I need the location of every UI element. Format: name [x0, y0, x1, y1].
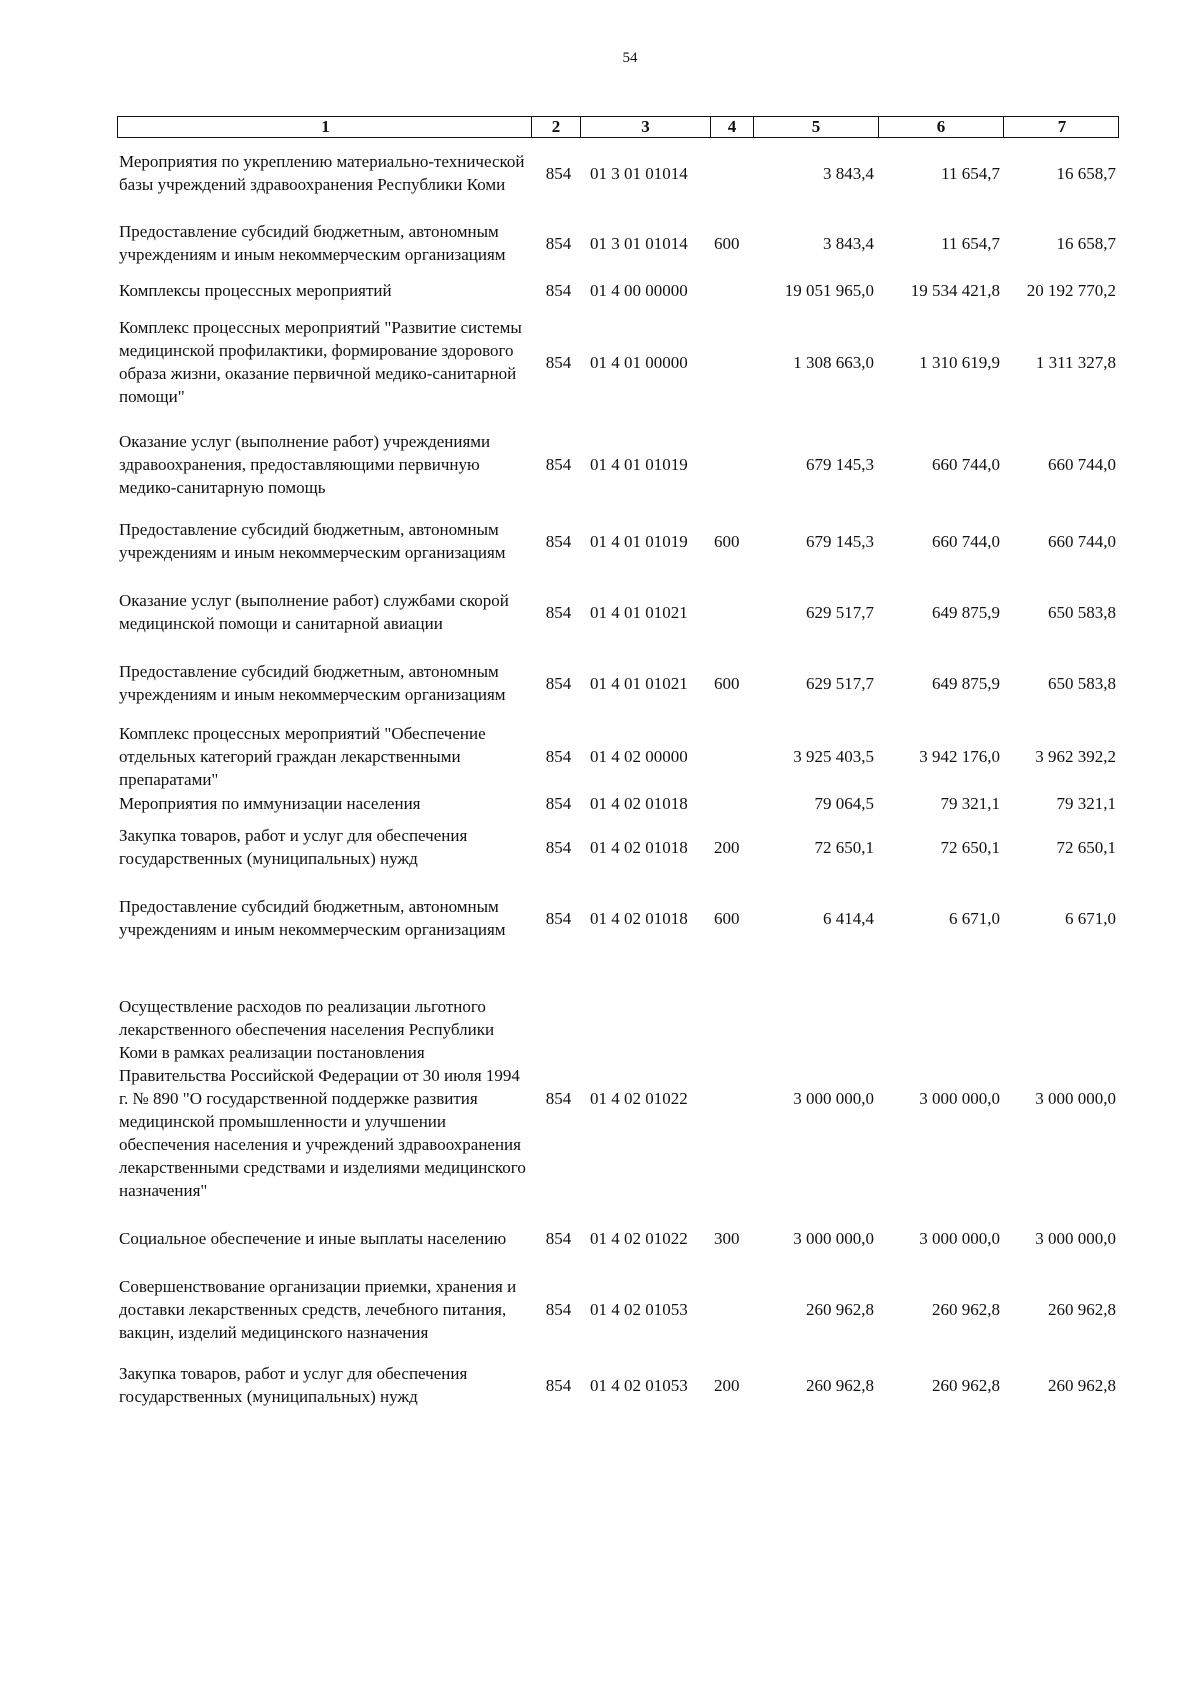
table-row	[117, 878, 1119, 958]
row-year2: 3 000 000,0	[919, 1228, 1000, 1248]
row-year3: 650 583,8	[1048, 602, 1116, 622]
row-year2: 72 650,1	[940, 837, 1000, 857]
row-vr: 300	[714, 1228, 740, 1248]
row-name: Мероприятия по укреплению материально-технической базы учреждений здравоохранения Республики Коми	[119, 152, 525, 194]
row-gr: 854	[545, 1088, 572, 1108]
row-year3: 79 321,1	[1056, 793, 1116, 813]
table-row	[117, 816, 1119, 878]
row-csr: 01 4 02 01018	[590, 837, 688, 857]
row-year1: 6 414,4	[823, 908, 874, 928]
row-gr: 854	[545, 353, 572, 372]
row-vr: 600	[714, 908, 740, 928]
row-year2: 3 942 176,0	[919, 746, 1000, 766]
row-csr: 01 4 01 01021	[590, 602, 688, 622]
row-vr: 600	[714, 233, 740, 253]
row-gr: 854	[545, 673, 572, 693]
header-col-2: 2	[532, 117, 581, 137]
row-gr: 854	[545, 1228, 572, 1248]
row-gr: 854	[545, 1375, 572, 1395]
row-vr: 600	[714, 531, 740, 551]
row-year1: 679 145,3	[806, 454, 874, 474]
row-year3: 260 962,8	[1048, 1299, 1116, 1319]
page-number: 54	[622, 50, 638, 66]
row-year2: 1 310 619,9	[919, 353, 1000, 372]
header-col-1: 1	[118, 117, 532, 137]
header-col-3: 3	[581, 117, 711, 137]
table-row	[117, 580, 1119, 644]
table-row	[117, 958, 1119, 1214]
row-gr: 854	[545, 454, 572, 474]
row-csr: 01 4 02 01018	[590, 793, 688, 813]
row-year1: 679 145,3	[806, 531, 874, 551]
row-csr: 01 4 01 01019	[590, 531, 688, 551]
table-header	[117, 116, 1119, 138]
row-year3: 660 744,0	[1048, 531, 1116, 551]
row-year3: 6 671,0	[1065, 908, 1116, 928]
row-year2: 649 875,9	[932, 602, 1000, 622]
table-row	[117, 790, 1119, 816]
row-name: Предоставление субсидий бюджетным, автономным учреждениям и иным некоммерческим организациям	[119, 520, 506, 562]
row-year1: 629 517,7	[806, 673, 874, 693]
row-year3: 20 192 770,2	[1026, 280, 1116, 300]
row-year3: 260 962,8	[1048, 1375, 1116, 1395]
row-year1: 1 308 663,0	[793, 353, 874, 372]
row-csr: 01 4 01 01021	[590, 673, 688, 693]
row-csr: 01 4 02 01053	[590, 1375, 688, 1395]
row-year3: 660 744,0	[1048, 454, 1116, 474]
header-col-6: 6	[879, 117, 1004, 137]
row-year3: 1 311 327,8	[1035, 353, 1116, 372]
row-name: Закупка товаров, работ и услуг для обеспечения государственных (муниципальных) нужд	[119, 1364, 468, 1406]
row-csr: 01 4 02 00000	[590, 746, 688, 766]
budget-table	[117, 116, 1119, 1414]
row-year1: 3 843,4	[823, 233, 874, 253]
row-year3: 16 658,7	[1056, 233, 1116, 253]
row-csr: 01 4 02 01022	[590, 1228, 688, 1248]
row-name: Закупка товаров, работ и услуг для обеспечения государственных (муниципальных) нужд	[119, 826, 468, 868]
row-csr: 01 4 02 01018	[590, 908, 688, 928]
row-vr: 200	[714, 1375, 740, 1395]
row-year1: 19 051 965,0	[784, 280, 874, 300]
row-year1: 260 962,8	[806, 1299, 874, 1319]
row-year1: 79 064,5	[814, 793, 874, 813]
row-year3: 72 650,1	[1056, 837, 1116, 857]
row-csr: 01 3 01 01014	[590, 163, 688, 183]
row-gr: 854	[545, 531, 572, 551]
row-name: Комплекс процессных мероприятий "Развитие системы медицинской профилактики, формирование здорового образа жизни, оказание первичной медико-санитарной помощи"	[119, 318, 522, 406]
row-name: Оказание услуг (выполнение работ) службами скорой медицинской помощи и санитарной авиации	[119, 591, 509, 633]
table-row	[117, 278, 1119, 302]
row-year2: 11 654,7	[941, 233, 1000, 253]
header-col-7: 7	[1057, 117, 1067, 136]
row-year1: 3 843,4	[823, 163, 874, 183]
row-year3: 3 000 000,0	[1035, 1088, 1116, 1108]
table-row	[117, 644, 1119, 722]
row-name: Предоставление субсидий бюджетным, автономным учреждениям и иным некоммерческим организациям	[119, 897, 506, 939]
table-row	[117, 302, 1119, 414]
row-year3: 3 962 392,2	[1035, 746, 1116, 766]
table-row	[117, 1214, 1119, 1262]
row-csr: 01 4 02 01022	[590, 1088, 688, 1108]
row-year1: 72 650,1	[814, 837, 874, 857]
table-row	[117, 722, 1119, 790]
row-vr: 600	[714, 673, 740, 693]
row-csr: 01 4 00 00000	[590, 280, 688, 300]
row-gr: 854	[545, 163, 572, 183]
row-year2: 11 654,7	[941, 163, 1000, 183]
row-gr: 854	[545, 746, 572, 766]
header-col-4: 4	[711, 117, 754, 137]
row-year2: 660 744,0	[932, 531, 1000, 551]
row-year2: 79 321,1	[940, 793, 1000, 813]
row-year1: 3 000 000,0	[793, 1228, 874, 1248]
row-gr: 854	[545, 233, 572, 253]
row-year2: 649 875,9	[932, 673, 1000, 693]
table-row	[117, 138, 1119, 208]
row-year1: 629 517,7	[806, 602, 874, 622]
row-year3: 3 000 000,0	[1035, 1228, 1116, 1248]
row-name: Оказание услуг (выполнение работ) учреждениями здравоохранения, предоставляющими первичную медико-санитарную помощь	[119, 431, 491, 497]
row-name: Мероприятия по иммунизации населения	[119, 793, 421, 813]
row-name: Предоставление субсидий бюджетным, автономным учреждениям и иным некоммерческим организациям	[119, 222, 506, 264]
row-year3: 16 658,7	[1056, 163, 1116, 183]
row-gr: 854	[545, 1299, 572, 1319]
table-row	[117, 414, 1119, 502]
row-gr: 854	[545, 793, 572, 813]
row-year2: 6 671,0	[949, 908, 1000, 928]
row-year2: 19 534 421,8	[910, 280, 1000, 300]
row-name: Комплекс процессных мероприятий "Обеспечение отдельных категорий граждан лекарственными препаратами"	[119, 723, 486, 789]
row-csr: 01 4 02 01053	[590, 1299, 688, 1319]
row-year2: 260 962,8	[932, 1375, 1000, 1395]
row-gr: 854	[545, 602, 572, 622]
row-year2: 260 962,8	[932, 1299, 1000, 1319]
row-year1: 260 962,8	[806, 1375, 874, 1395]
row-csr: 01 4 01 01019	[590, 454, 688, 474]
row-year3: 650 583,8	[1048, 673, 1116, 693]
row-name: Предоставление субсидий бюджетным, автономным учреждениям и иным некоммерческим организациям	[119, 662, 506, 704]
header-col-5: 5	[754, 117, 879, 137]
row-year2: 660 744,0	[932, 454, 1000, 474]
table-row	[117, 502, 1119, 580]
row-gr: 854	[545, 837, 572, 857]
row-name: Совершенствование организации приемки, хранения и доставки лекарственных средств, лечебного питания, вакцин, изделий медицинского назначения	[119, 1276, 517, 1342]
row-gr: 854	[545, 908, 572, 928]
row-name: Комплексы процессных мероприятий	[119, 280, 392, 300]
row-vr: 200	[714, 837, 740, 857]
row-year1: 3 925 403,5	[793, 746, 874, 766]
table-row	[117, 208, 1119, 278]
row-name: Осуществление расходов по реализации льготного лекарственного обеспечения населения Республики Коми в рамках реализации постановления Правительства Российской Федерации от 30 июля 1994 г. № 890 "О государственной поддержке развития медицинской промышленности и улучшении обеспечения населения и учреждений здравоохранения лекарственными средствами и изделиями медицинского назначения"	[119, 996, 526, 1200]
row-csr: 01 3 01 01014	[590, 233, 688, 253]
row-csr: 01 4 01 00000	[590, 353, 688, 372]
table-row	[117, 1356, 1119, 1414]
row-name: Социальное обеспечение и иные выплаты населению	[119, 1228, 507, 1248]
table-row	[117, 1262, 1119, 1356]
row-gr: 854	[545, 280, 572, 300]
row-year2: 3 000 000,0	[919, 1088, 1000, 1108]
row-year1: 3 000 000,0	[793, 1088, 874, 1108]
